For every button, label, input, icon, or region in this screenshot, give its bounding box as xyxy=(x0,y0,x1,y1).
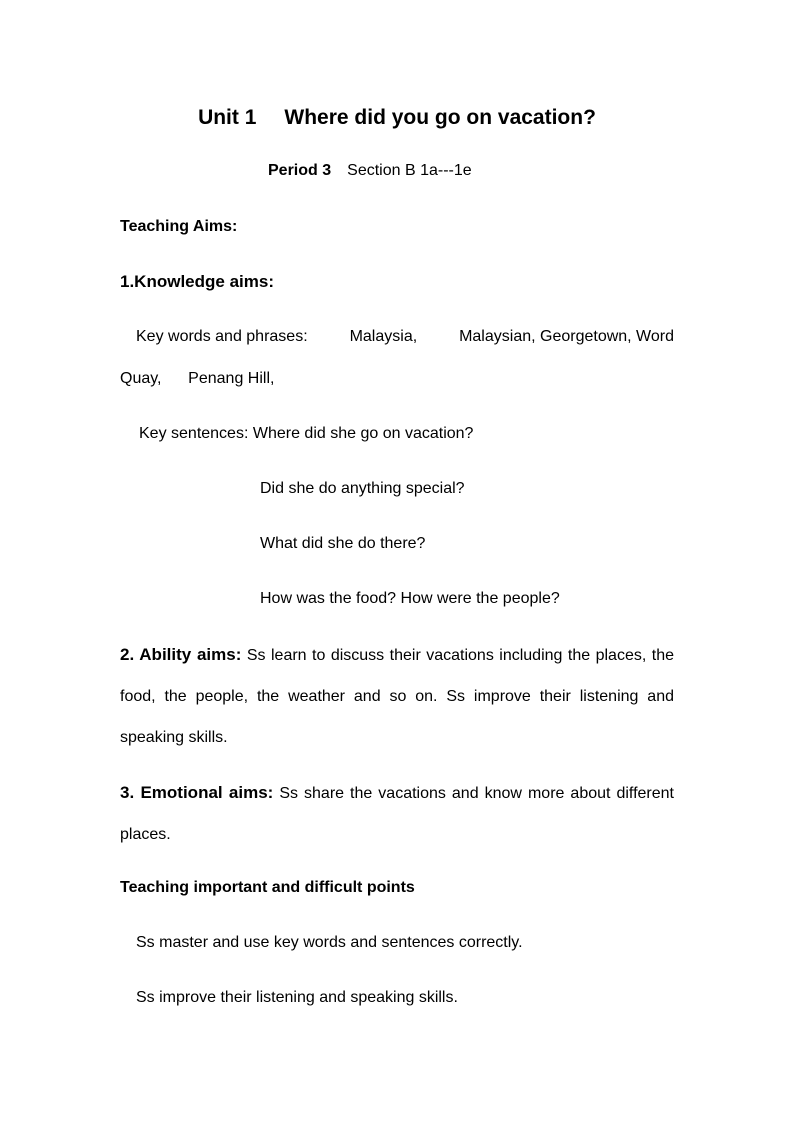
section-label: Section B 1a---1e xyxy=(347,162,472,179)
page-title xyxy=(0,106,794,130)
ability-aims-paragraph xyxy=(120,634,674,758)
key-sentence-3: What did she do there? xyxy=(260,535,426,552)
key-sentences-label: Key sentences: xyxy=(139,425,249,442)
key-sentences-line xyxy=(120,424,693,444)
important-point-2: Ss improve their listening and speaking skills. xyxy=(136,989,458,1006)
key-words-line xyxy=(120,327,674,347)
key-sentence-1: Where did she go on vacation? xyxy=(252,425,474,442)
period-subtitle xyxy=(268,162,472,180)
period-label: Period 3 xyxy=(268,162,332,179)
teaching-aims-heading: Teaching Aims: xyxy=(120,218,238,235)
key-words-label: Key words and phrases: xyxy=(136,328,308,345)
key-sentence-2: Did she do anything special? xyxy=(260,480,465,497)
lesson-title: Where did you go on vacation? xyxy=(284,106,596,129)
unit-label: Unit 1 xyxy=(198,106,257,129)
ability-aims-heading: 2. Ability aims: xyxy=(120,645,242,664)
key-sentence-4: How was the food? How were the people? xyxy=(260,590,560,607)
emotional-aims-paragraph xyxy=(120,772,674,855)
knowledge-aims-heading: 1.Knowledge aims: xyxy=(120,272,274,291)
key-words-rest: Malaysian, Georgetown, Word xyxy=(459,328,674,345)
ability-aims-text: Ss learn to discuss their vacations including the places, the food, the people, the weather and so on. Ss improve their listening and speaking skills. xyxy=(120,647,674,746)
emotional-aims-heading: 3. Emotional aims: xyxy=(120,783,274,802)
emotional-aims-text: Ss share the vacations and know more about different places. xyxy=(120,785,674,843)
important-points-heading: Teaching important and difficult points xyxy=(120,879,415,896)
important-point-1: Ss master and use key words and sentences correctly. xyxy=(136,934,523,951)
key-words-line-2: Quay, Penang Hill, xyxy=(120,370,275,387)
key-word-malaysia: Malaysia, xyxy=(349,328,418,345)
